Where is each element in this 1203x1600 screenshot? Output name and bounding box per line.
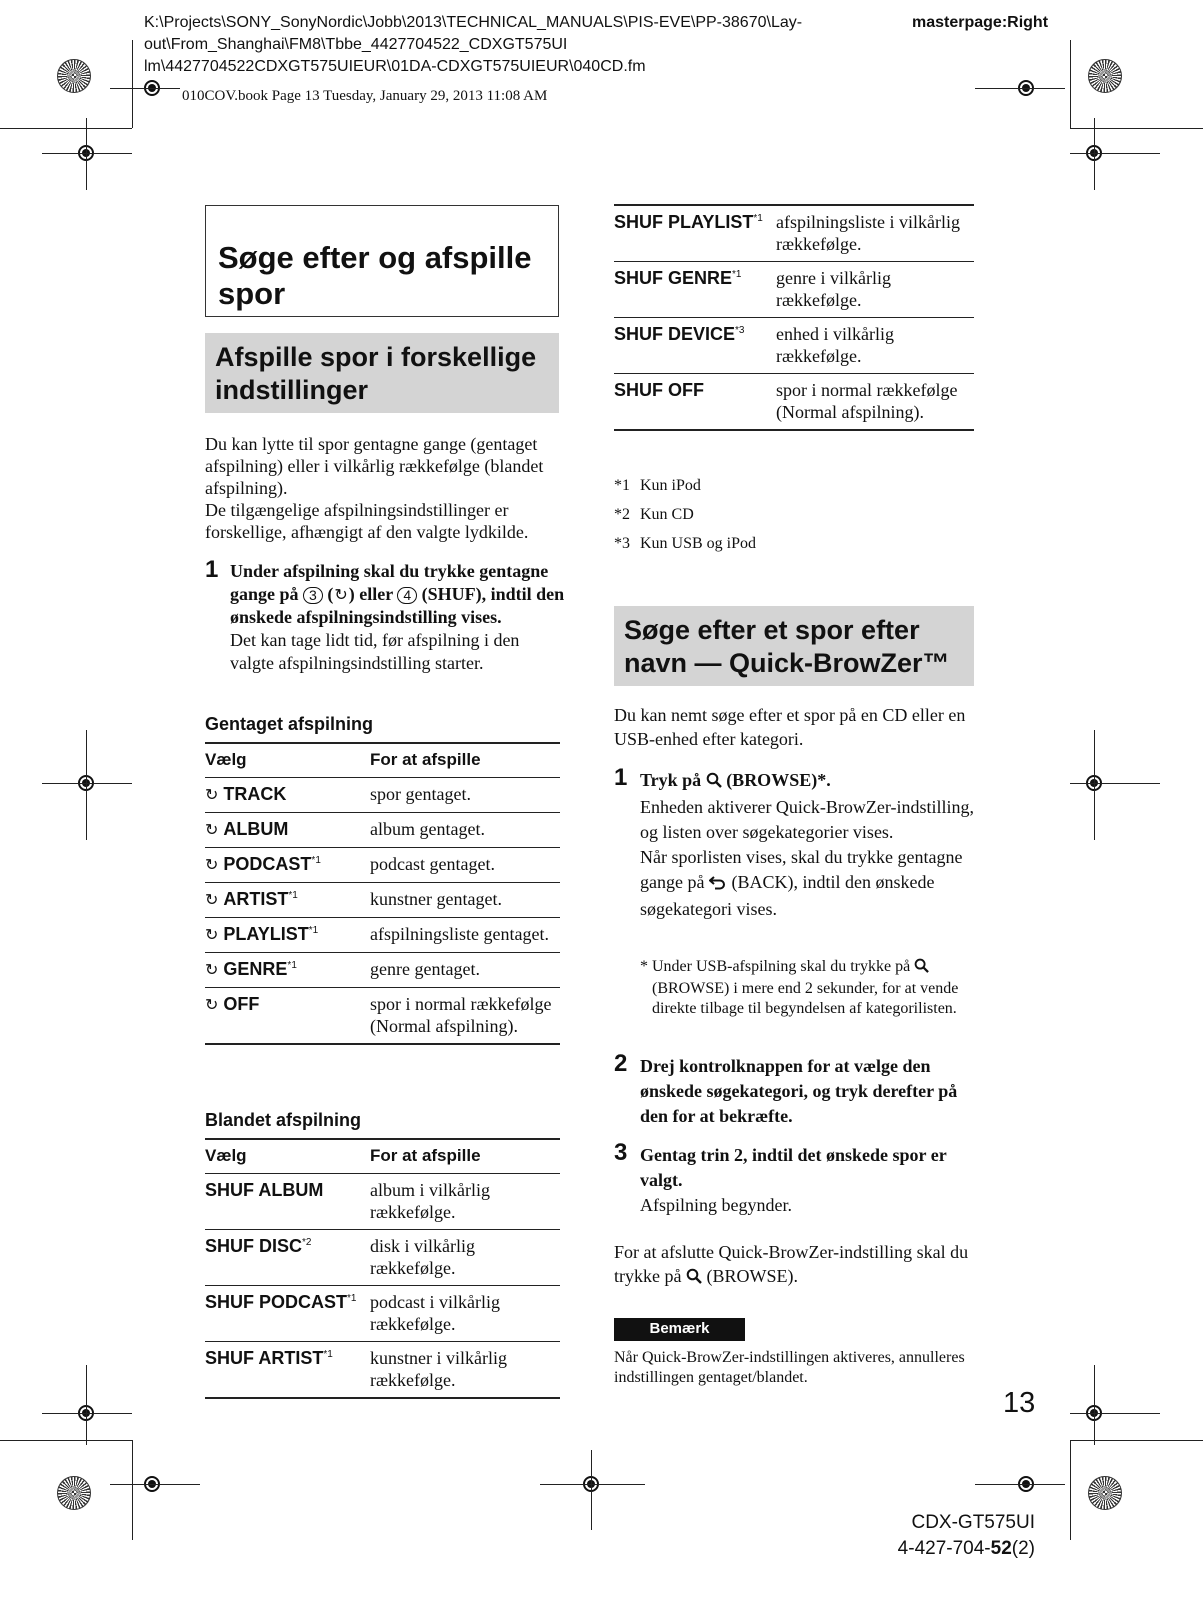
part-number-bold: 52 [990,1538,1012,1559]
crop-mark [132,1440,133,1540]
footnote-mark: *1 [614,477,630,494]
paren: ( [327,584,334,604]
crop-mark [975,88,1065,89]
step-number: 1 [205,556,219,583]
registration-disk-icon [57,59,91,93]
intro-text [205,433,565,543]
crop-mark [0,128,132,129]
table-row [205,848,560,883]
mode-description: album gentaget. [370,813,560,848]
crop-mark [110,88,180,89]
mode-label: SHUF PODCAST [205,1292,348,1312]
repeat-icon: ↻ [205,995,219,1014]
masterpage-label: masterpage:Right [912,14,1049,31]
mode-label: SHUF GENRE [614,268,733,288]
table-row [205,1230,560,1286]
chapter-title-box [205,205,559,317]
crop-mark [1070,1440,1203,1441]
mode-description: podcast gentaget. [370,848,560,883]
mode-description: disk i vilkårlig rækkefølge. [370,1230,560,1286]
crop-mark [0,1440,132,1441]
mode-name-cell [205,953,370,988]
step-text: Under afspilning skal du trykke gentagne gange på [230,561,549,604]
page-number: 13 [1003,1387,1036,1419]
table-row [614,205,974,262]
mode-name-cell [614,205,776,262]
footnote-ref: *1 [308,925,319,936]
exit-text: For at afslutte Quick-BrowZer-indstilling skal du trykke på [614,1242,969,1286]
crop-mark [1070,128,1203,129]
step-note-text: Når sporlisten vises, skal du trykke gentagne gange på [640,847,963,892]
footnote-ref: *1 [288,890,298,901]
col-header-select: Vælg [205,1139,370,1174]
crop-mark [1070,783,1160,784]
crop-mark [1094,730,1095,840]
footnote-ref: *1 [287,960,297,971]
mode-label: OFF [223,994,260,1014]
crop-mark [540,1484,645,1485]
mode-name-cell [205,1342,370,1399]
step-text: (BROWSE)*. [726,770,831,790]
asterisk-note-text: (BROWSE) i mere end 2 sekunder, for at vende direkte tilbage til begyndelsen af kategorilisten. [652,980,959,1017]
model-name: CDX-GT575UI [911,1512,1035,1533]
step-instruction [640,768,975,922]
step-note [640,845,975,922]
footnote [614,534,974,554]
mode-name-cell [205,988,370,1045]
mode-label: SHUF DISC [205,1236,303,1256]
crop-mark [1070,1440,1071,1540]
mode-description: podcast i vilkårlig rækkefølge. [370,1286,560,1342]
footnote-ref: *2 [302,1237,312,1248]
mode-description: afspilningsliste i vilkårlig rækkefølge. [776,205,974,262]
mode-label: SHUF ARTIST [205,1348,324,1368]
mode-label: PODCAST [223,854,312,874]
table-row [205,918,560,953]
crop-mark [975,1484,1065,1485]
repeat-icon: ↻ [205,890,219,909]
mode-label: SHUF PLAYLIST [614,212,754,232]
footnote [614,476,974,496]
search-icon [706,770,722,795]
crop-mark [1070,40,1071,128]
crop-mark [86,730,87,840]
file-path [144,12,834,78]
repeat-icon: ↻ [205,960,219,979]
step-instruction [230,560,565,675]
crop-mark [1070,153,1160,154]
shuffle-table-right [614,204,974,431]
footnotes [614,476,974,563]
shuffle-heading: Blandet afspilning [205,1110,362,1130]
repeat-table [205,742,560,1045]
footnote-ref: *1 [732,269,742,280]
repeat-icon: ↻ [205,925,219,944]
quick-browzer-intro: Du kan nemt søge efter et spor på en CD eller en USB-enhed efter kategori. [614,705,966,749]
section-heading-playmodes: Afspille spor i forskellige indstillinger [205,333,559,413]
step-text: Gentag trin 2, indtil det ønskede spor er valgt. [640,1145,947,1190]
repeat-icon: ↻ [334,585,348,604]
repeat-heading: Gentaget afspilning [205,714,374,734]
crop-mark [1094,118,1095,190]
mode-description: kunstner gentaget. [370,883,560,918]
footnote-ref: *1 [311,855,321,866]
table-row [205,1342,560,1399]
registration-disk-icon [1088,1476,1122,1510]
step-number: 2 [614,1050,628,1077]
exit-instruction [614,1240,974,1290]
mode-description: afspilningsliste gentaget. [370,918,560,953]
table-row [205,1286,560,1342]
asterisk-note-text: * Under USB-afspilning skal du trykke på [640,958,911,975]
mode-name-cell [205,813,370,848]
step-instruction [640,1143,975,1218]
footnote-ref: *1 [753,213,763,224]
part-number [820,1536,1035,1562]
mode-name-cell [205,848,370,883]
crop-mark [591,1450,592,1530]
step-number: 3 [614,1139,628,1166]
paren: ) eller [348,584,393,604]
col-header-play: For at afspille [370,743,560,778]
mode-label: ALBUM [223,819,289,839]
part-number-prefix: 4-427-704- [897,1538,991,1559]
intro-paragraph: Du kan lytte til spor gentagne gange (gentaget afspilning) eller i vilkårlig rækkefølge (blandet afspilning). [205,434,544,498]
mode-name-cell [205,778,370,813]
step-note: Det kan tage lidt tid, før afspilning i den valgte afspilningsindstilling starter. [230,630,520,673]
mode-description: spor i normal rækkefølge (Normal afspilning). [370,988,560,1045]
crop-mark [1094,1365,1095,1445]
search-icon [914,958,929,979]
part-number-suffix: (2) [1011,1538,1035,1559]
table-row [205,988,560,1045]
footnote-mark: *3 [614,535,630,552]
mode-description: spor i normal rækkefølge (Normal afspilning). [776,374,974,431]
back-icon [709,872,727,897]
model-info [820,1510,1035,1562]
key-3-icon: 3 [303,587,323,604]
mode-label: SHUF OFF [614,380,704,400]
table-row [205,813,560,848]
table-row [205,1174,560,1230]
mode-name-cell [205,918,370,953]
mode-label: SHUF DEVICE [614,324,736,344]
repeat-icon: ↻ [205,785,219,804]
mode-description: album i vilkårlig rækkefølge. [370,1174,560,1230]
footnote-ref: *1 [347,1293,357,1304]
mode-description: genre gentaget. [370,953,560,988]
section-heading-quick-browzer: Søge efter et spor efter navn — Quick-BrowZer™ [614,606,974,686]
crop-mark [42,1413,132,1414]
footnote-text: Kun USB og iPod [640,535,757,552]
footnote-text: Kun CD [640,506,694,523]
mode-label: TRACK [223,784,287,804]
mode-name-cell [205,1230,370,1286]
exit-text: (BROWSE). [706,1266,798,1286]
crop-mark [132,40,133,128]
search-icon [686,1266,702,1290]
registration-disk-icon [1088,59,1122,93]
table-row [205,778,560,813]
chapter-title: Søge efter og afspille spor [218,240,532,311]
step-text: (SHUF), indtil den ønskede afspilningsindstilling vises. [230,584,565,627]
mode-name-cell [205,1286,370,1342]
crop-mark [110,1484,200,1485]
mode-description: genre i vilkårlig rækkefølge. [776,262,974,318]
asterisk-note [640,957,975,1019]
step-number: 1 [614,764,628,791]
footnote-text: Kun iPod [640,477,701,494]
mode-label: ARTIST [223,889,289,909]
mode-name-cell [205,883,370,918]
mode-name-cell [614,262,776,318]
mode-label: GENRE [223,959,288,979]
step-instruction: Drej kontrolknappen for at vælge den ønskede søgekategori, og tryk derefter på den for at bekræfte. [640,1056,958,1126]
crop-mark [86,118,87,190]
intro-paragraph: De tilgængelige afspilningsindstillinger er forskellige, afhængigt af den valgte lydkilde. [205,500,529,542]
step-note: Enheden aktiverer Quick-BrowZer-indstilling, og listen over søgekategorier vises. [640,797,975,842]
file-path-line: K:\Projects\SONY_SonyNordic\Jobb\2013\TECHNICAL_MANUALS\PIS-EVE\PP-38670\Lay- [144,14,803,31]
file-path-line: out\From_Shanghai\FM8\Tbbe_4427704522_CDXGT575UI [144,36,568,53]
repeat-icon: ↻ [205,820,219,839]
registration-disk-icon [57,1476,91,1510]
table-header-row [205,743,560,778]
table-row [205,953,560,988]
step-note: Afspilning begynder. [640,1195,792,1215]
footnote-ref: *1 [323,1349,333,1360]
mode-name-cell [614,318,776,374]
table-row [614,318,974,374]
footnote [614,505,974,525]
mode-name-cell [614,374,776,431]
step-text: Tryk på [640,770,702,790]
note-text: Når Quick-BrowZer-indstillingen aktiveres, annulleres indstillingen gentaget/blandet. [614,1349,965,1386]
shuffle-table-left [205,1138,560,1399]
key-4-icon: 4 [397,587,417,604]
col-header-play: For at afspille [370,1139,560,1174]
crop-mark [1070,1413,1160,1414]
table-row [614,262,974,318]
mode-description: kunstner i vilkårlig rækkefølge. [370,1342,560,1399]
repeat-icon: ↻ [205,855,219,874]
crop-mark [86,1365,87,1445]
mode-label: PLAYLIST [223,924,309,944]
mode-description: spor gentaget. [370,778,560,813]
footnote-ref: *3 [735,325,745,336]
table-header-row [205,1139,560,1174]
table-row [614,374,974,431]
mode-name-cell [205,1174,370,1230]
mode-label: SHUF ALBUM [205,1180,324,1200]
table-row [205,883,560,918]
mode-description: enhed i vilkårlig rækkefølge. [776,318,974,374]
crop-mark [42,153,132,154]
footnote-mark: *2 [614,506,630,523]
file-path-line: lm\4427704522CDXGT575UIEUR\01DA-CDXGT575UIEUR\040CD.fm [144,58,646,75]
note-label: Bemærk [614,1318,745,1341]
col-header-select: Vælg [205,743,370,778]
step-note-text: (BACK), indtil den ønskede søgekategori vises. [640,872,935,919]
crop-mark [42,783,132,784]
book-info-line: 010COV.book Page 13 Tuesday, January 29, 2013 11:08 AM [182,88,548,104]
